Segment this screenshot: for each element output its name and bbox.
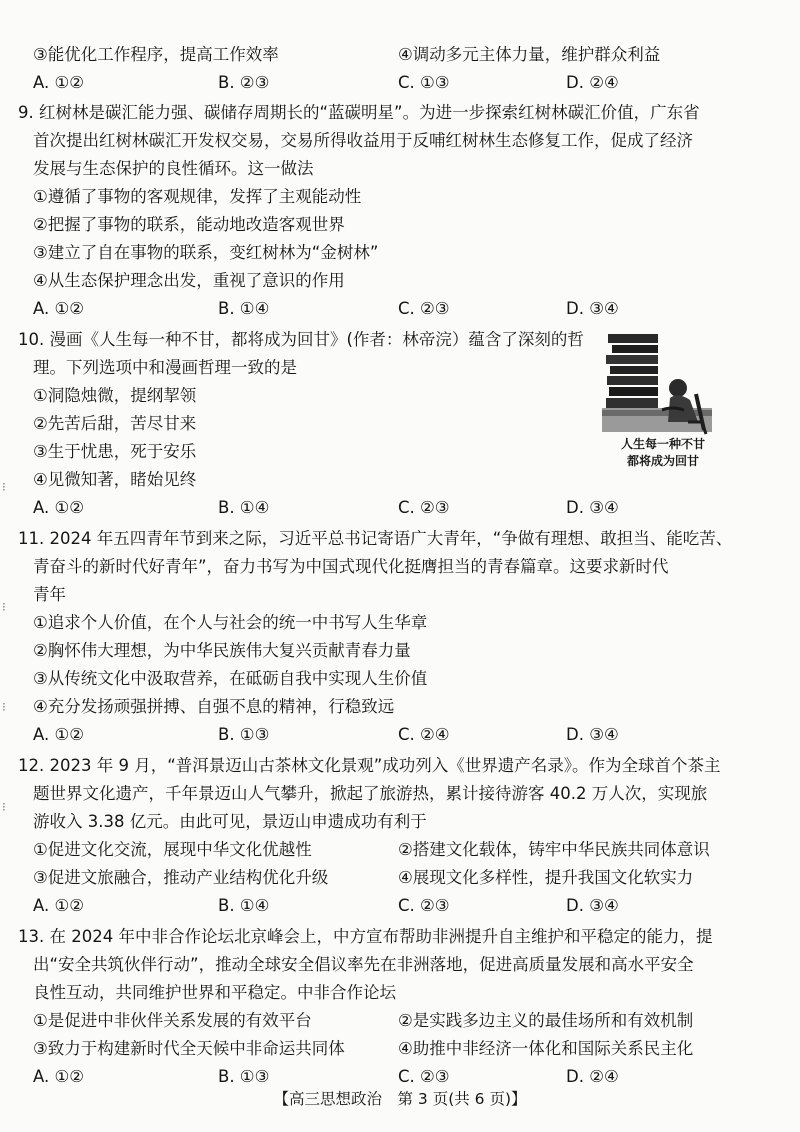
q8-statement-3: ③能优化工作程序，提高工作效率 <box>33 45 279 64</box>
q13-option-b[interactable]: B. ①③ <box>218 1067 270 1086</box>
q11-statement-3: ③从传统文化中汲取营养，在砥砺自我中实现人生价值 <box>33 669 428 688</box>
q13-statement-2: ②是实践多边主义的最佳场所和有效机制 <box>398 1011 694 1030</box>
q13-stem-line-1: 13. 在 2024 年中非合作论坛北京峰会上，中方宣布帮助非洲提升自主维护和平稳定的能力，提 <box>18 927 713 946</box>
q12-statement-1: ①促进文化交流，展现中华文化优越性 <box>33 840 312 859</box>
q13-option-d[interactable]: D. ②④ <box>566 1067 619 1086</box>
comic-caption-line-2: 都将成为回甘 <box>626 454 699 468</box>
q10-option-b[interactable]: B. ①④ <box>218 498 270 517</box>
q8-option-d[interactable]: D. ②④ <box>566 73 619 92</box>
q10-stem-line-2: 理。下列选项中和漫画哲理一致的是 <box>33 358 297 377</box>
q9-statement-3: ③建立了自在事物的联系，变红树林为“金树林” <box>33 243 379 262</box>
q10-option-a[interactable]: A. ①② <box>33 498 85 517</box>
q9-option-d[interactable]: D. ③④ <box>566 299 619 318</box>
q11-stem-line-3: 青年 <box>33 585 66 604</box>
q13-statement-1: ①是促进中非伙伴关系发展的有效平台 <box>33 1011 312 1030</box>
q12-statement-2: ②搭建文化载体，铸牢中华民族共同体意识 <box>398 840 710 859</box>
scan-mark: ⁝ <box>2 800 6 814</box>
q11-statement-1: ①追求个人价值，在个人与社会的统一中书写人生华章 <box>33 613 428 632</box>
q10-statement-1: ①洞隐烛微，提纲挈领 <box>33 386 197 405</box>
q11-statement-4: ④充分发扬顽强拼搏、自强不息的精神，行稳致远 <box>33 697 395 716</box>
q9-stem-line-1: 9. 红树林是碳汇能力强、碳储存周期长的“蓝碳明星”。为进一步探索红树林碳汇价值，广东省 <box>18 103 700 122</box>
q11-stem-line-2: 青奋斗的新时代好青年”，奋力书写为中国式现代化挺膺担当的青春篇章。这要求新时代 <box>33 557 669 576</box>
q9-statement-1: ①遵循了事物的客观规律，发挥了主观能动性 <box>33 187 362 206</box>
q9-stem-line-3: 发展与生态保护的良性循环。这一做法 <box>33 159 314 178</box>
q11-option-c[interactable]: C. ②④ <box>398 725 450 744</box>
q12-stem-line-2: 题世界文化遗产，千年景迈山人气攀升，掀起了旅游热，累计接待游客 40.2 万人次，实现旅 <box>33 784 708 803</box>
q10-statement-2: ②先苦后甜，苦尽甘来 <box>33 414 197 433</box>
scan-mark: ⁝ <box>2 700 6 714</box>
q9-stem-line-2: 首次提出红树林碳汇开发权交易，交易所得收益用于反哺红树林生态修复工作，促成了经济 <box>33 131 693 150</box>
q12-option-d[interactable]: D. ③④ <box>566 896 619 915</box>
q13-option-c[interactable]: C. ②③ <box>398 1067 450 1086</box>
q10-option-d[interactable]: D. ③④ <box>566 498 619 517</box>
q11-option-d[interactable]: D. ③④ <box>566 725 619 744</box>
q8-option-b[interactable]: B. ②③ <box>218 73 270 92</box>
q11-option-a[interactable]: A. ①② <box>33 725 85 744</box>
q13-option-a[interactable]: A. ①② <box>33 1067 85 1086</box>
q9-statement-2: ②把握了事物的联系，能动地改造客观世界 <box>33 215 345 234</box>
q9-option-a[interactable]: A. ①② <box>33 299 85 318</box>
q9-option-b[interactable]: B. ①④ <box>218 299 270 318</box>
q9-option-c[interactable]: C. ②③ <box>398 299 450 318</box>
q8-statement-4: ④调动多元主体力量，维护群众利益 <box>398 45 661 64</box>
q10-stem-line-1: 10. 漫画《人生每一种不甘，都将成为回甘》(作者：林帝浣）蕴含了深刻的哲 <box>18 330 584 349</box>
comic-caption-line-1: 人生每一种不甘 <box>620 437 705 451</box>
q11-statement-2: ②胸怀伟大理想，为中华民族伟大复兴贡献青春力量 <box>33 641 411 660</box>
q12-option-b[interactable]: B. ①④ <box>218 896 270 915</box>
q12-option-c[interactable]: C. ②③ <box>398 896 450 915</box>
q13-stem-line-2: 出“安全共筑伙伴行动”，推动全球安全倡议率先在非洲落地，促进高质量发展和高水平安全 <box>33 955 694 974</box>
q10-option-c[interactable]: C. ②③ <box>398 498 450 517</box>
q11-stem-line-1: 11. 2024 年五四青年节到来之际，习近平总书记寄语广大青年，“争做有理想、敢担当、能吃苦、 <box>18 529 733 548</box>
q11-option-b[interactable]: B. ①③ <box>218 725 270 744</box>
q13-statement-3: ③致力于构建新时代全天候中非命运共同体 <box>33 1039 345 1058</box>
scan-mark: ⁝ <box>2 600 6 614</box>
q13-stem-line-3: 良性互动，共同维护世界和平稳定。中非合作论坛 <box>33 983 396 1002</box>
q12-stem-line-3: 游收入 3.38 亿元。由此可见，景迈山申遗成功有利于 <box>33 812 427 831</box>
scan-mark: ⁝ <box>2 480 6 494</box>
q10-statement-3: ③生于忧患，死于安乐 <box>33 442 197 461</box>
q8-option-a[interactable]: A. ①② <box>33 73 85 92</box>
q12-statement-4: ④展现文化多样性，提升我国文化软实力 <box>398 868 694 887</box>
q9-statement-4: ④从生态保护理念出发，重视了意识的作用 <box>33 271 345 290</box>
q10-statement-4: ④见微知著，睹始见终 <box>33 470 197 489</box>
q12-option-a[interactable]: A. ①② <box>33 896 85 915</box>
q8-option-c[interactable]: C. ①③ <box>398 73 450 92</box>
q13-statement-4: ④助推中非经济一体化和国际关系民主化 <box>398 1039 694 1058</box>
page-footer: 【高三思想政治 第 3 页(共 6 页)】 <box>273 1090 527 1108</box>
q12-stem-line-1: 12. 2023 年 9 月，“普洱景迈山古茶林文化景观”成功列入《世界遗产名录》。作为全球首个茶主 <box>18 756 721 775</box>
q12-statement-3: ③促进文旅融合，推动产业结构优化升级 <box>33 868 329 887</box>
comic-caption <box>596 436 730 470</box>
